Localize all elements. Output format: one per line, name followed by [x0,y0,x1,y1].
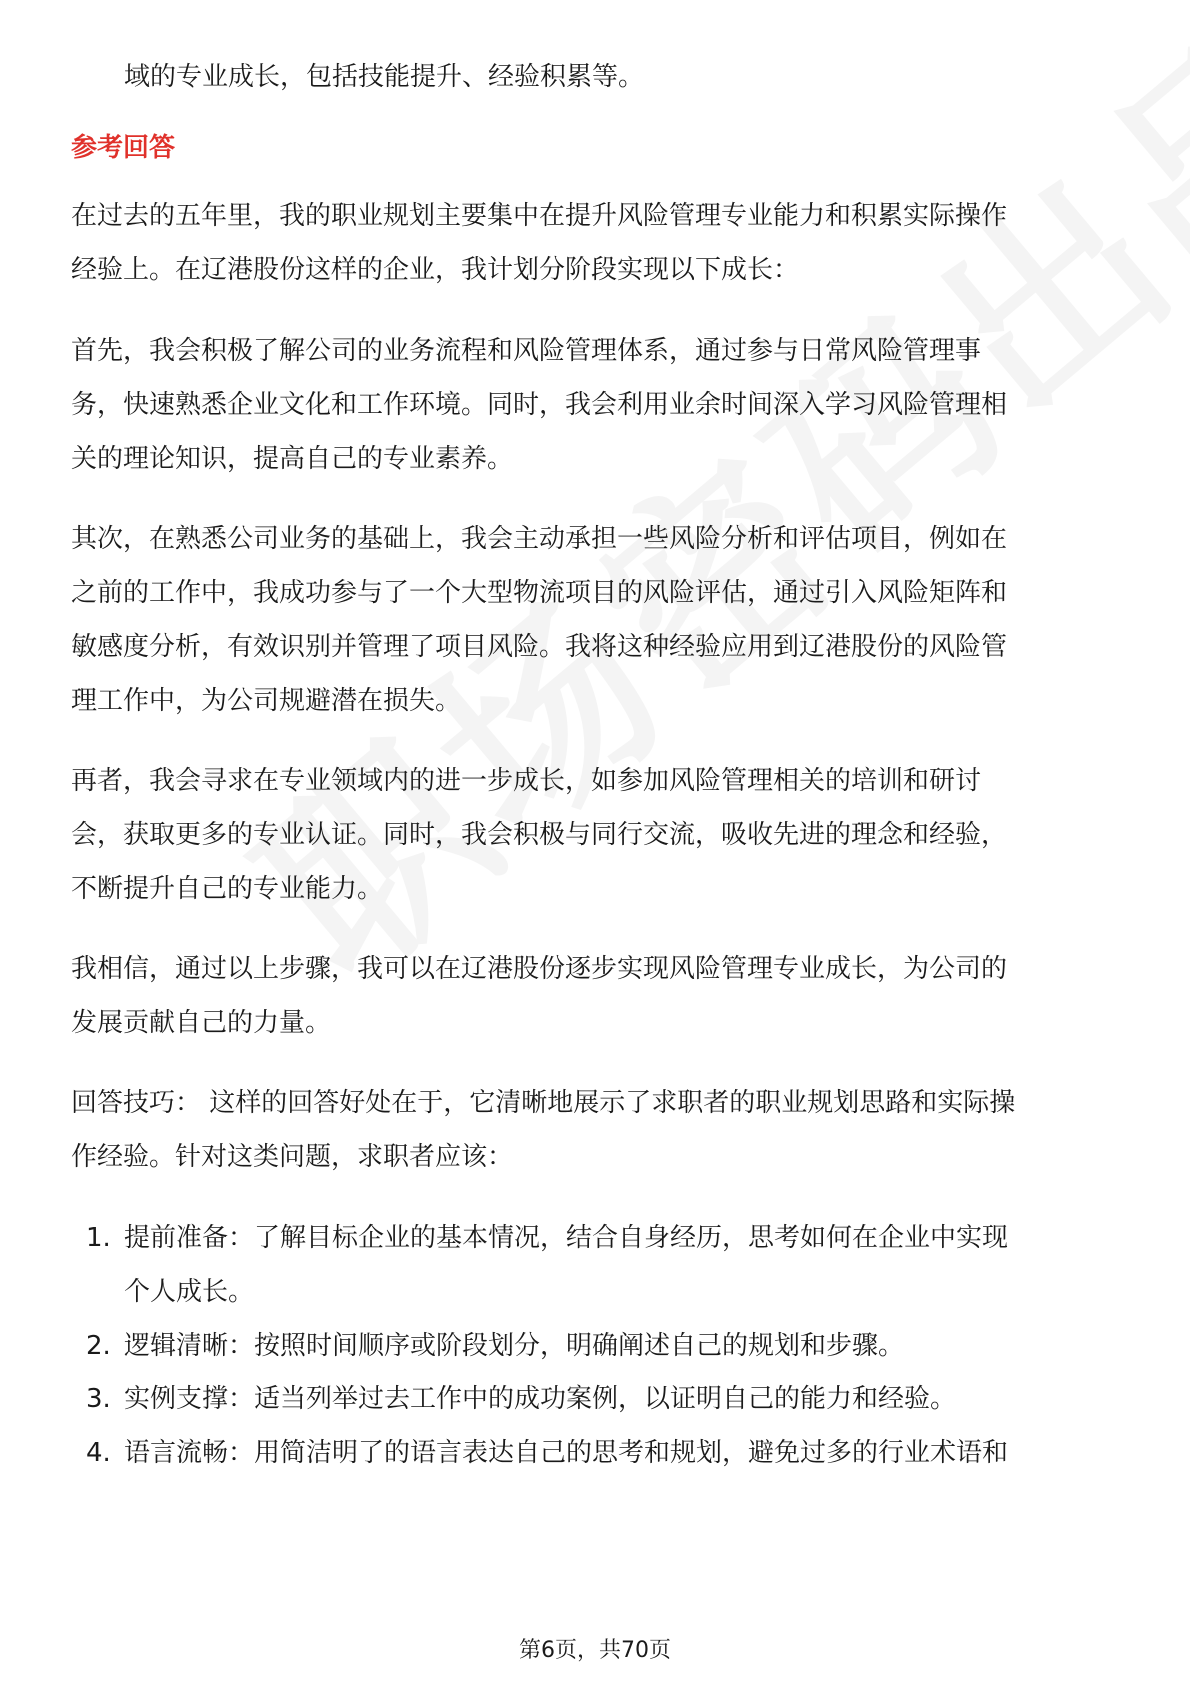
paragraph-line: 我相信，通过以上步骤，我可以在辽港股份逐步实现风险管理专业成长，为公司的 [71,954,1008,984]
list-number: 1. [86,1223,111,1253]
list-item-line: 实例支撑：适当列举过去工作中的成功案例，以证明自己的能力和经验。 [124,1384,957,1414]
paragraph-line: 首先，我会积极了解公司的业务流程和风险管理体系，通过参与日常风险管理事 [71,336,982,366]
paragraph-line: 务，快速熟悉企业文化和工作环境。同时，我会利用业余时间深入学习风险管理相 [71,390,1008,420]
paragraph-line: 理工作中，为公司规避潜在损失。 [71,686,462,716]
paragraph-line: 作经验。针对这类问题，求职者应该： [71,1142,514,1172]
paragraph-line: 发展贡献自己的力量。 [71,1008,332,1038]
list-item-line: 逻辑清晰：按照时间顺序或阶段划分，明确阐述自己的规划和步骤。 [124,1331,905,1361]
list-number: 2. [86,1331,111,1361]
paragraph-line: 敏感度分析，有效识别并管理了项目风险。我将这种经验应用到辽港股份的风险管 [71,632,1008,662]
intro-line: 域的专业成长，包括技能提升、经验积累等。 [124,62,645,92]
paragraph-line: 不断提升自己的专业能力。 [71,874,384,904]
paragraph-line: 在过去的五年里，我的职业规划主要集中在提升风险管理专业能力和积累实际操作 [71,201,1008,231]
section-heading: 参考回答 [71,133,176,163]
list-item-line: 个人成长。 [124,1277,255,1307]
paragraph-line: 关的理论知识，提高自己的专业素养。 [71,444,514,474]
paragraph-line: 会，获取更多的专业认证。同时，我会积极与同行交流，吸收先进的理念和经验， [71,820,1008,850]
paragraph-line: 再者，我会寻求在专业领域内的进一步成长，如参加风险管理相关的培训和研讨 [71,766,982,796]
paragraph-line: 其次，在熟悉公司业务的基础上，我会主动承担一些风险分析和评估项目，例如在 [71,524,1008,554]
list-number: 3. [86,1384,111,1414]
list-number: 4. [86,1438,111,1468]
paragraph-line: 之前的工作中，我成功参与了一个大型物流项目的风险评估，通过引入风险矩阵和 [71,578,1008,608]
list-item-line: 提前准备：了解目标企业的基本情况，结合自身经历，思考如何在企业中实现 [124,1223,1009,1253]
paragraph-line: 经验上。在辽港股份这样的企业，我计划分阶段实现以下成长： [71,255,800,285]
paragraph-line: 回答技巧： 这样的回答好处在于，它清晰地展示了求职者的职业规划思路和实际操 [71,1088,1016,1118]
page-footer: 第6页，共70页 [519,1638,671,1663]
list-item-line: 语言流畅：用简洁明了的语言表达自己的思考和规划，避免过多的行业术语和 [124,1438,1009,1468]
